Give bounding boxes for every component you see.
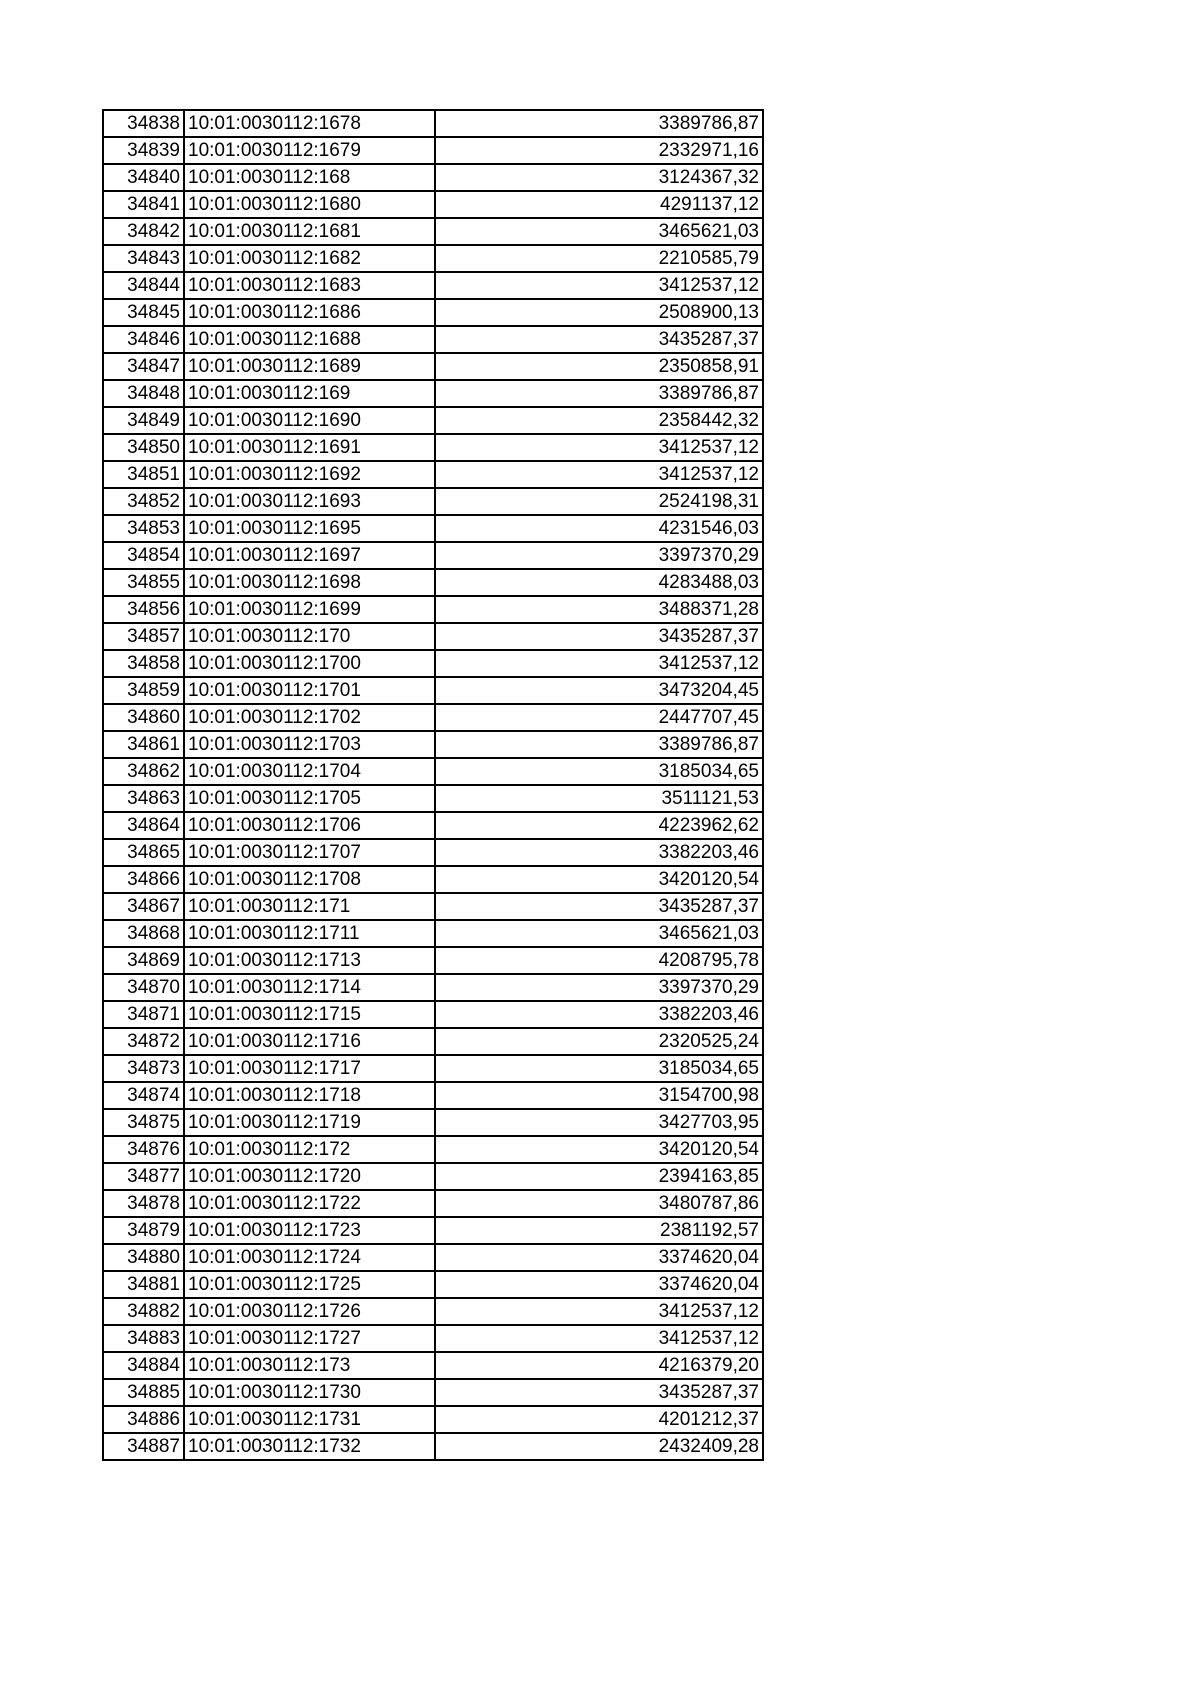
cadastral-number-cell: 10:01:0030112:1690 (184, 407, 435, 434)
cadastral-number-cell: 10:01:0030112:1726 (184, 1298, 435, 1325)
value-cell: 3412537,12 (435, 461, 763, 488)
table-row (103, 1352, 763, 1379)
value-cell: 3511121,53 (435, 785, 763, 812)
value-cell: 3389786,87 (435, 110, 763, 137)
cadastral-number-cell: 10:01:0030112:1692 (184, 461, 435, 488)
row-number-cell: 34865 (103, 839, 184, 866)
row-number-cell: 34866 (103, 866, 184, 893)
table-row (103, 839, 763, 866)
value-cell: 3412537,12 (435, 272, 763, 299)
cadastral-number-cell: 10:01:0030112:1723 (184, 1217, 435, 1244)
cadastral-number-cell: 10:01:0030112:171 (184, 893, 435, 920)
cadastral-number-cell: 10:01:0030112:1727 (184, 1325, 435, 1352)
cadastral-number-cell: 10:01:0030112:1716 (184, 1028, 435, 1055)
cadastral-number-cell: 10:01:0030112:1705 (184, 785, 435, 812)
value-cell: 3412537,12 (435, 1325, 763, 1352)
value-cell: 2350858,91 (435, 353, 763, 380)
value-cell: 4231546,03 (435, 515, 763, 542)
value-cell: 3473204,45 (435, 677, 763, 704)
value-cell: 3185034,65 (435, 1055, 763, 1082)
table-row (103, 974, 763, 1001)
row-number-cell: 34860 (103, 704, 184, 731)
cadastral-number-cell: 10:01:0030112:1717 (184, 1055, 435, 1082)
row-number-cell: 34872 (103, 1028, 184, 1055)
cadastral-number-cell: 10:01:0030112:1702 (184, 704, 435, 731)
row-number-cell: 34875 (103, 1109, 184, 1136)
value-cell: 2524198,31 (435, 488, 763, 515)
table-row (103, 812, 763, 839)
table-row (103, 866, 763, 893)
row-number-cell: 34847 (103, 353, 184, 380)
table-row (103, 1001, 763, 1028)
table-row (103, 515, 763, 542)
value-cell: 3412537,12 (435, 434, 763, 461)
row-number-cell: 34854 (103, 542, 184, 569)
row-number-cell: 34879 (103, 1217, 184, 1244)
cadastral-number-cell: 10:01:0030112:170 (184, 623, 435, 650)
value-cell: 3435287,37 (435, 623, 763, 650)
data-table (102, 109, 764, 1461)
table-row (103, 758, 763, 785)
row-number-cell: 34851 (103, 461, 184, 488)
table-row (103, 785, 763, 812)
row-number-cell: 34868 (103, 920, 184, 947)
cadastral-number-cell: 10:01:0030112:1715 (184, 1001, 435, 1028)
cadastral-number-cell: 10:01:0030112:1688 (184, 326, 435, 353)
row-number-cell: 34859 (103, 677, 184, 704)
row-number-cell: 34882 (103, 1298, 184, 1325)
table-row (103, 164, 763, 191)
cadastral-number-cell: 10:01:0030112:1713 (184, 947, 435, 974)
cadastral-number-cell: 10:01:0030112:1680 (184, 191, 435, 218)
table-row (103, 704, 763, 731)
table-row (103, 407, 763, 434)
table-row (103, 1082, 763, 1109)
cadastral-number-cell: 10:01:0030112:1731 (184, 1406, 435, 1433)
cadastral-number-cell: 10:01:0030112:1691 (184, 434, 435, 461)
cadastral-number-cell: 10:01:0030112:1686 (184, 299, 435, 326)
row-number-cell: 34852 (103, 488, 184, 515)
cadastral-number-cell: 10:01:0030112:168 (184, 164, 435, 191)
row-number-cell: 34861 (103, 731, 184, 758)
row-number-cell: 34878 (103, 1190, 184, 1217)
value-cell: 3389786,87 (435, 380, 763, 407)
table-row (103, 1298, 763, 1325)
value-cell: 4223962,62 (435, 812, 763, 839)
table-row (103, 272, 763, 299)
cadastral-number-cell: 10:01:0030112:1704 (184, 758, 435, 785)
row-number-cell: 34845 (103, 299, 184, 326)
table-row (103, 1406, 763, 1433)
row-number-cell: 34870 (103, 974, 184, 1001)
value-cell: 3389786,87 (435, 731, 763, 758)
cadastral-number-cell: 10:01:0030112:1700 (184, 650, 435, 677)
table-row (103, 353, 763, 380)
row-number-cell: 34850 (103, 434, 184, 461)
table-row (103, 191, 763, 218)
table-row (103, 434, 763, 461)
row-number-cell: 34843 (103, 245, 184, 272)
row-number-cell: 34871 (103, 1001, 184, 1028)
value-cell: 3374620,04 (435, 1271, 763, 1298)
row-number-cell: 34853 (103, 515, 184, 542)
row-number-cell: 34838 (103, 110, 184, 137)
table-row (103, 137, 763, 164)
value-cell: 2381192,57 (435, 1217, 763, 1244)
table-row (103, 731, 763, 758)
table-row (103, 1163, 763, 1190)
value-cell: 2332971,16 (435, 137, 763, 164)
row-number-cell: 34881 (103, 1271, 184, 1298)
row-number-cell: 34840 (103, 164, 184, 191)
table-row (103, 1433, 763, 1460)
value-cell: 3427703,95 (435, 1109, 763, 1136)
row-number-cell: 34841 (103, 191, 184, 218)
row-number-cell: 34863 (103, 785, 184, 812)
row-number-cell: 34874 (103, 1082, 184, 1109)
table-row (103, 623, 763, 650)
value-cell: 3382203,46 (435, 1001, 763, 1028)
value-cell: 3465621,03 (435, 920, 763, 947)
row-number-cell: 34858 (103, 650, 184, 677)
cadastral-number-cell: 10:01:0030112:1720 (184, 1163, 435, 1190)
table-row (103, 1217, 763, 1244)
row-number-cell: 34856 (103, 596, 184, 623)
value-cell: 3185034,65 (435, 758, 763, 785)
row-number-cell: 34848 (103, 380, 184, 407)
value-cell: 4291137,12 (435, 191, 763, 218)
row-number-cell: 34849 (103, 407, 184, 434)
value-cell: 3124367,32 (435, 164, 763, 191)
table-row (103, 1028, 763, 1055)
value-cell: 3397370,29 (435, 974, 763, 1001)
value-cell: 3397370,29 (435, 542, 763, 569)
table-row (103, 1325, 763, 1352)
table-row (103, 596, 763, 623)
cadastral-number-cell: 10:01:0030112:1699 (184, 596, 435, 623)
cadastral-number-cell: 10:01:0030112:1722 (184, 1190, 435, 1217)
table-row (103, 1190, 763, 1217)
table-row (103, 1136, 763, 1163)
table-body (103, 110, 763, 1460)
table-row (103, 245, 763, 272)
cadastral-number-cell: 10:01:0030112:172 (184, 1136, 435, 1163)
row-number-cell: 34869 (103, 947, 184, 974)
table-row (103, 920, 763, 947)
value-cell: 4216379,20 (435, 1352, 763, 1379)
cadastral-number-cell: 10:01:0030112:1703 (184, 731, 435, 758)
row-number-cell: 34867 (103, 893, 184, 920)
row-number-cell: 34864 (103, 812, 184, 839)
table-row (103, 380, 763, 407)
value-cell: 3382203,46 (435, 839, 763, 866)
table-row (103, 1271, 763, 1298)
value-cell: 3154700,98 (435, 1082, 763, 1109)
value-cell: 3435287,37 (435, 893, 763, 920)
cadastral-number-cell: 10:01:0030112:1725 (184, 1271, 435, 1298)
value-cell: 4208795,78 (435, 947, 763, 974)
cadastral-number-cell: 10:01:0030112:1683 (184, 272, 435, 299)
value-cell: 2210585,79 (435, 245, 763, 272)
table-row (103, 893, 763, 920)
value-cell: 3420120,54 (435, 866, 763, 893)
cadastral-number-cell: 10:01:0030112:1679 (184, 137, 435, 164)
cadastral-number-cell: 10:01:0030112:1730 (184, 1379, 435, 1406)
cadastral-number-cell: 10:01:0030112:1711 (184, 920, 435, 947)
cadastral-number-cell: 10:01:0030112:1719 (184, 1109, 435, 1136)
cadastral-number-cell: 10:01:0030112:1693 (184, 488, 435, 515)
table-row (103, 218, 763, 245)
table-row (103, 488, 763, 515)
cadastral-number-cell: 10:01:0030112:1697 (184, 542, 435, 569)
cadastral-number-cell: 10:01:0030112:1682 (184, 245, 435, 272)
table-row (103, 947, 763, 974)
table-row (103, 1109, 763, 1136)
row-number-cell: 34844 (103, 272, 184, 299)
row-number-cell: 34846 (103, 326, 184, 353)
row-number-cell: 34884 (103, 1352, 184, 1379)
value-cell: 2358442,32 (435, 407, 763, 434)
table-row (103, 650, 763, 677)
value-cell: 3412537,12 (435, 650, 763, 677)
row-number-cell: 34886 (103, 1406, 184, 1433)
cadastral-number-cell: 10:01:0030112:1718 (184, 1082, 435, 1109)
value-cell: 3480787,86 (435, 1190, 763, 1217)
value-cell: 3420120,54 (435, 1136, 763, 1163)
table-row (103, 677, 763, 704)
row-number-cell: 34839 (103, 137, 184, 164)
row-number-cell: 34842 (103, 218, 184, 245)
row-number-cell: 34857 (103, 623, 184, 650)
cadastral-number-cell: 10:01:0030112:1707 (184, 839, 435, 866)
cadastral-number-cell: 10:01:0030112:1695 (184, 515, 435, 542)
table-row (103, 1244, 763, 1271)
row-number-cell: 34855 (103, 569, 184, 596)
value-cell: 2447707,45 (435, 704, 763, 731)
cadastral-number-cell: 10:01:0030112:1701 (184, 677, 435, 704)
cadastral-number-cell: 10:01:0030112:169 (184, 380, 435, 407)
value-cell: 3435287,37 (435, 1379, 763, 1406)
row-number-cell: 34885 (103, 1379, 184, 1406)
value-cell: 2508900,13 (435, 299, 763, 326)
value-cell: 2394163,85 (435, 1163, 763, 1190)
cadastral-number-cell: 10:01:0030112:1714 (184, 974, 435, 1001)
value-cell: 4201212,37 (435, 1406, 763, 1433)
row-number-cell: 34862 (103, 758, 184, 785)
table-row (103, 299, 763, 326)
table-row (103, 1055, 763, 1082)
value-cell: 2320525,24 (435, 1028, 763, 1055)
value-cell: 2432409,28 (435, 1433, 763, 1460)
row-number-cell: 34873 (103, 1055, 184, 1082)
row-number-cell: 34880 (103, 1244, 184, 1271)
row-number-cell: 34876 (103, 1136, 184, 1163)
cadastral-number-cell: 10:01:0030112:1708 (184, 866, 435, 893)
table-row (103, 1379, 763, 1406)
row-number-cell: 34877 (103, 1163, 184, 1190)
table-row (103, 461, 763, 488)
cadastral-number-cell: 10:01:0030112:1698 (184, 569, 435, 596)
row-number-cell: 34887 (103, 1433, 184, 1460)
cadastral-number-cell: 10:01:0030112:1724 (184, 1244, 435, 1271)
value-cell: 3488371,28 (435, 596, 763, 623)
cadastral-number-cell: 10:01:0030112:1681 (184, 218, 435, 245)
cadastral-number-cell: 10:01:0030112:1732 (184, 1433, 435, 1460)
cadastral-number-cell: 10:01:0030112:1678 (184, 110, 435, 137)
value-cell: 3412537,12 (435, 1298, 763, 1325)
value-cell: 3465621,03 (435, 218, 763, 245)
table-row (103, 569, 763, 596)
row-number-cell: 34883 (103, 1325, 184, 1352)
cadastral-number-cell: 10:01:0030112:1706 (184, 812, 435, 839)
table-row (103, 326, 763, 353)
cadastral-number-cell: 10:01:0030112:1689 (184, 353, 435, 380)
value-cell: 4283488,03 (435, 569, 763, 596)
value-cell: 3374620,04 (435, 1244, 763, 1271)
table-row (103, 110, 763, 137)
table-row (103, 542, 763, 569)
value-cell: 3435287,37 (435, 326, 763, 353)
cadastral-number-cell: 10:01:0030112:173 (184, 1352, 435, 1379)
